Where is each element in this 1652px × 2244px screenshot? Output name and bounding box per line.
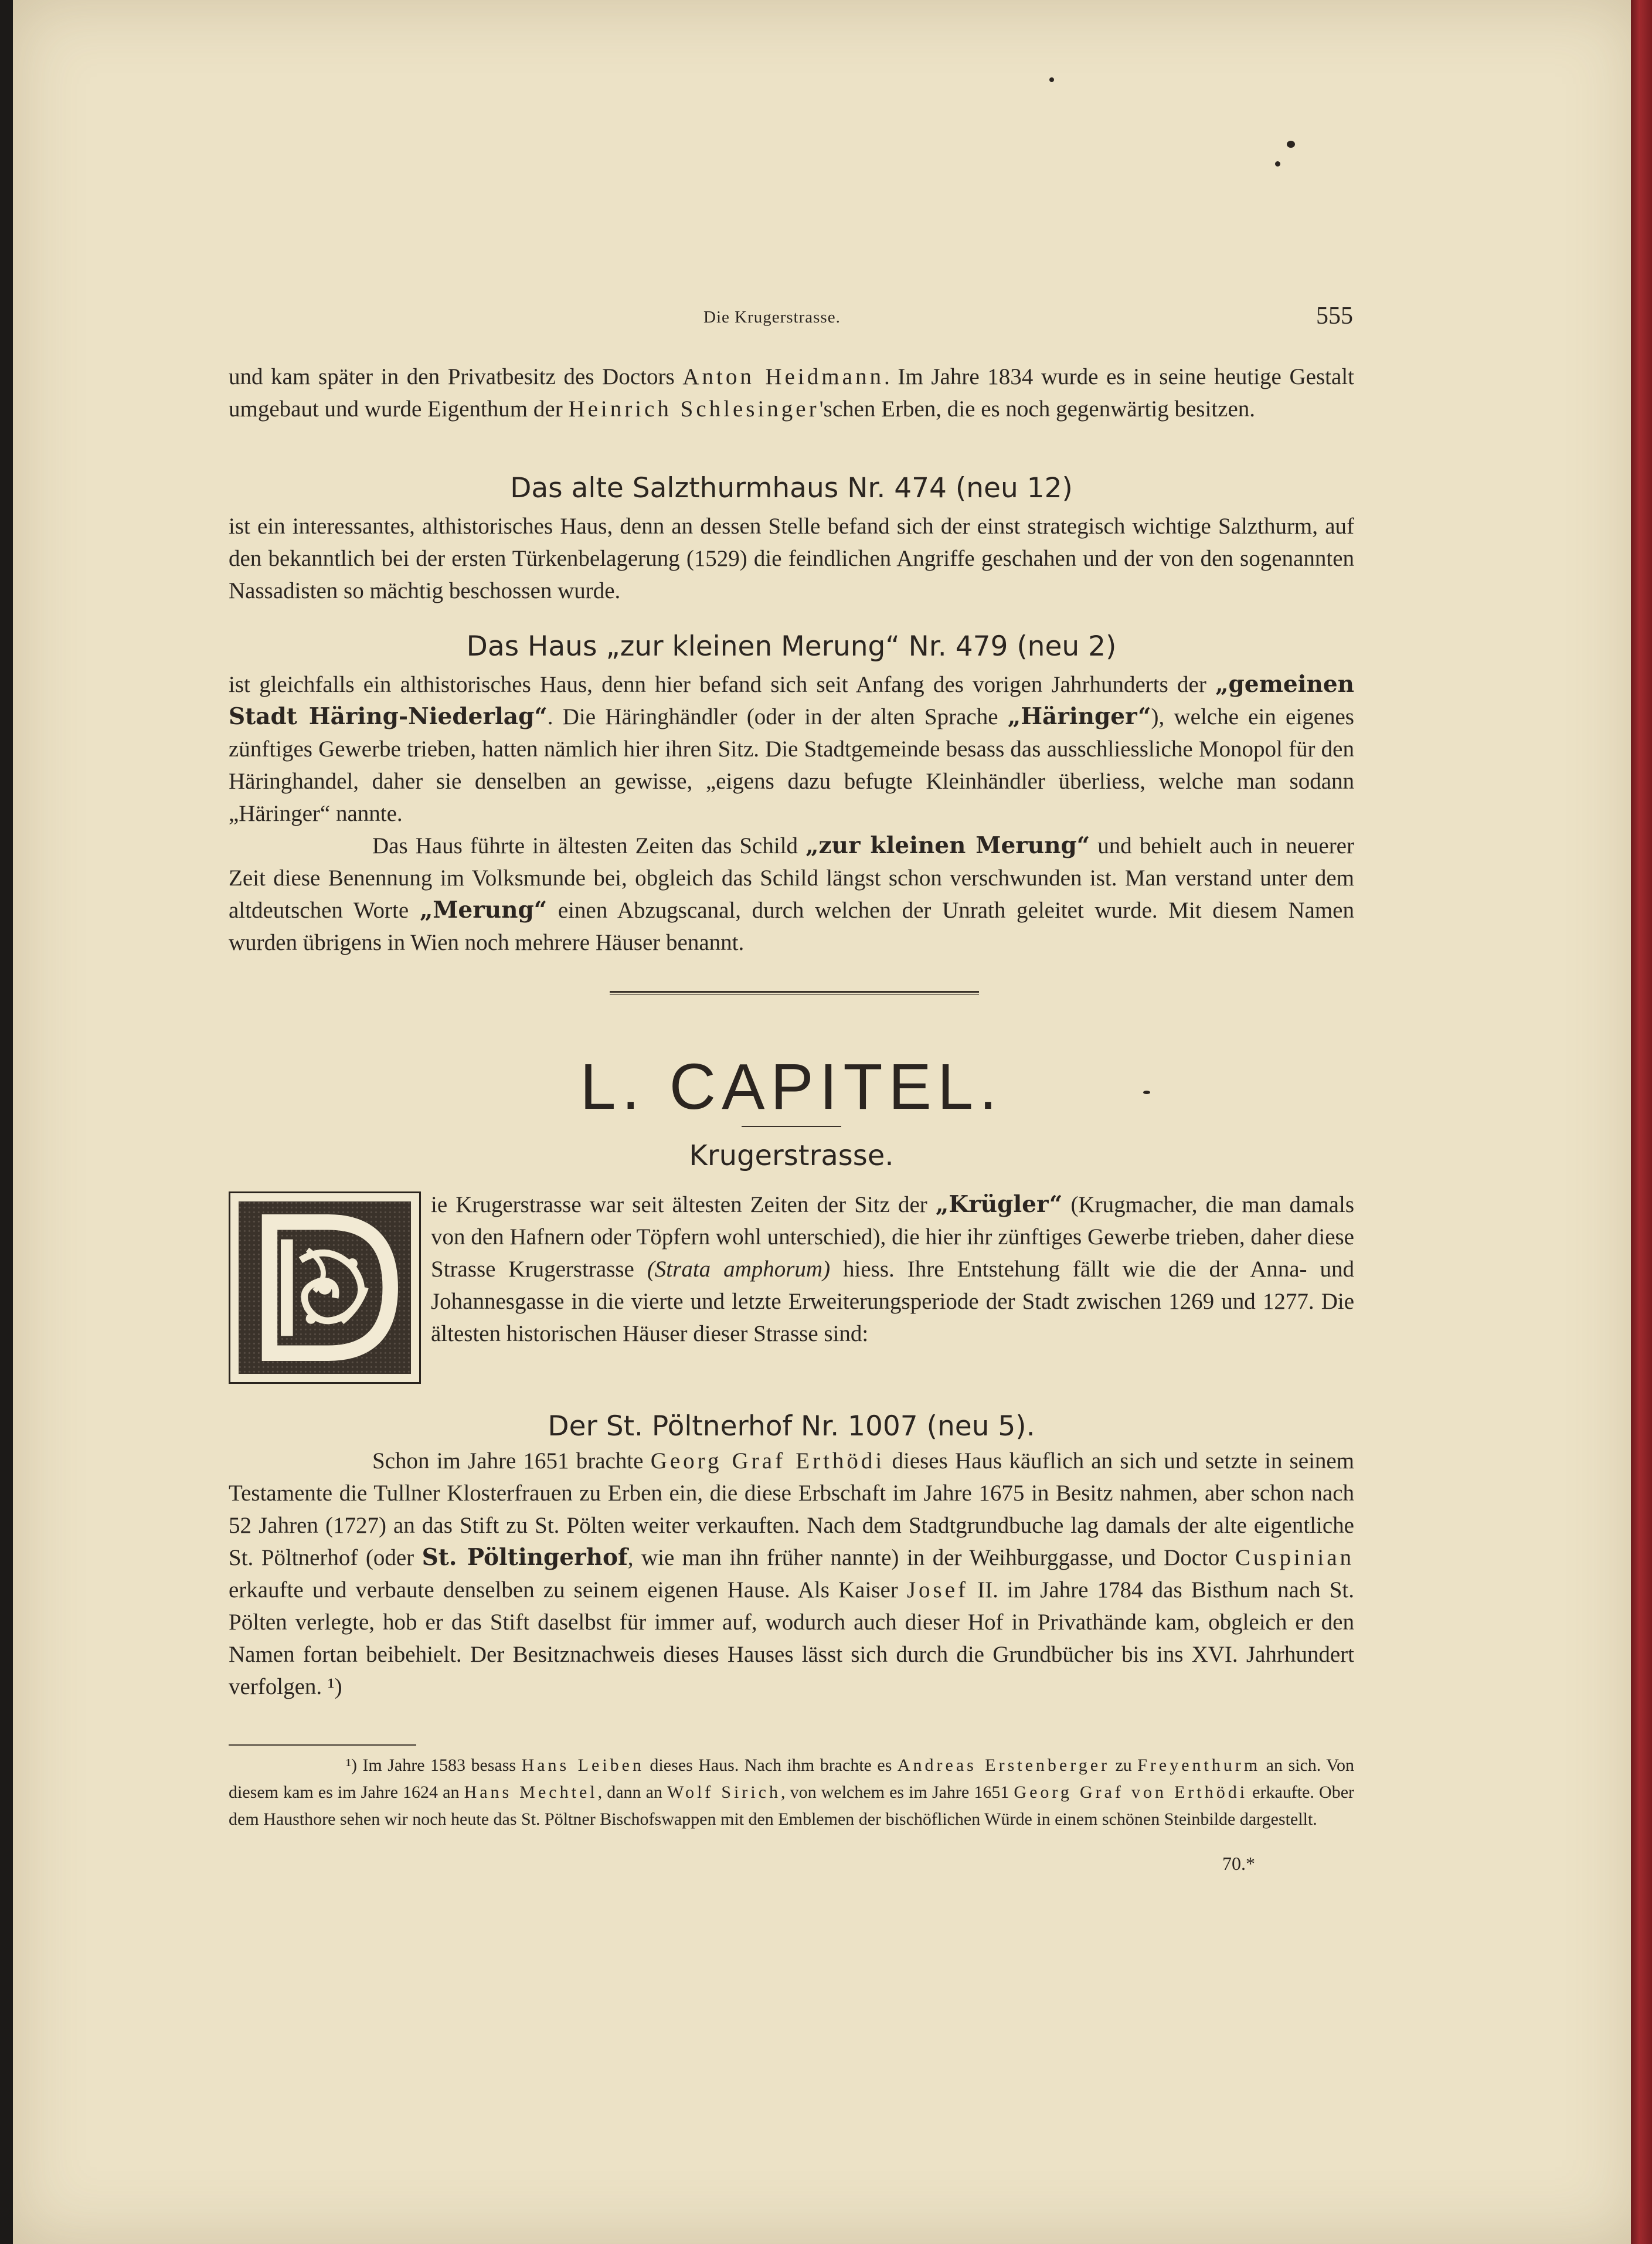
signature-mark: 70.*: [1222, 1853, 1255, 1874]
person-name: Georg Graf Erthödi: [650, 1448, 885, 1474]
ink-speck: [1049, 77, 1054, 82]
fraktur-term: „Krügler“: [935, 1191, 1063, 1218]
fraktur-term: „gemeinen Stadt Häring-Niederlag“: [229, 671, 1354, 730]
person-name: Cuspinian: [1235, 1545, 1354, 1570]
footnote-marker: ¹): [346, 1756, 357, 1775]
ink-speck: [1287, 141, 1295, 148]
merung-heading: Das Haus „zur kleinen Merung“ Nr. 479 (neu 2): [466, 630, 1117, 663]
chapter-subtitle: Krugerstrasse.: [689, 1139, 894, 1172]
merung-paragraph-2: Das Haus führte in ältesten Zeiten das Schild „zur kleinen Merung“ und behielt auch in neuerer Zeit diese Benennung im Volksmunde bei, obgleich das Schild längst schon verschwunden ist. Man verstand unter dem altdeutschen Worte „Merung“ einen Abzugscanal, durch welchen der Unrath geleitet wurde. Mit diesem Namen wurden übrigens in Wien noch mehrere Häuser benannt.: [229, 832, 1354, 955]
fraktur-term: „Häringer“: [1007, 703, 1151, 730]
poeltnerhof-text: Schon im Jahre 1651 brachte Georg Graf Erthödi dieses Haus käuflich an sich und setzte in seinem Testamente die Tullner Klosterfrauen zu Erben ein, die diese Erbschaft im Jahre 1675 in Besitz nahmen, aber schon nach 52 Jahren (1727) an das Stift zu St. Pölten weiter verkauften. Nach dem Stadtgrundbuche lag damals der alte eigentliche St. Pöltnerhof (oder St. Pöltingerhof, wie man ihn früher nannte) in der Weihburggasse, und Doctor Cuspinian erkaufte und verbaute denselben zu seinem eigenen Hause. Als Kaiser Josef II. im Jahre 1784 das Bisthum nach St. Pölten verlegte, hob er das Stift daselbst für immer auf, wodurch auch dieser Hof in Privathände kam, obgleich er den Namen fortan beibehielt. Der Besitznachweis dieses Hauses lässt sich durch die Grundbücher bis ins XVI. Jahrhundert verfolgen. ¹): [229, 1448, 1354, 1699]
book-cover-edge: [1631, 0, 1652, 2244]
latin-term: (Strata amphorum): [647, 1257, 831, 1282]
person-name: Anton Heidmann: [682, 364, 884, 389]
person-name: Josef: [906, 1577, 969, 1603]
footnote-rule: [229, 1744, 416, 1746]
person-name: Heinrich Schlesinger: [568, 396, 820, 422]
fraktur-term: „zur kleinen Merung“: [805, 832, 1090, 859]
merung-paragraph-1: ist gleichfalls ein althistorisches Haus, denn hier befand sich seit Anfang des vorigen Jahrhunderts der „gemeinen Stadt Häring-Niederlag“. Die Häringhändler (oder in der alten Sprache „Häringer“), welche ein eigenes zünftiges Gewerbe trieben, hatten nämlich hier ihren Sitz. Die Stadtgemeinde besass das ausschliessliche Monopol für den Häringhandel, daher sie denselben an gewisse, „eigens dazu befugte Kleinhändler überliess, welche man sodann „Häringer“ nannte.: [229, 671, 1354, 826]
salzthurm-text: ist ein interessantes, althistorisches Haus, denn an dessen Stelle befand sich der einst strategisch wichtige Salzthurm, auf den bekanntlich bei der ersten Türkenbelagerung (1529) die feindlichen Angriffe geschahen und der von den sogenannten Nassadisten so mächtig beschossen wurde.: [229, 514, 1354, 603]
intro-paragraph: und kam später in den Privatbesitz des Doctors Anton Heidmann. Im Jahre 1834 wurde es in seine heutige Gestalt umgebaut und wurde Eigenthum der Heinrich Schlesinger'schen Erben, die es noch gegenwärtig besitzen.: [229, 364, 1354, 422]
footnote: ¹) Im Jahre 1583 besass Hans Leiben dieses Haus. Nach ihm brachte es Andreas Erstenberger zu Freyenthurm an sich. Von diesem kam es im Jahre 1624 an Hans Mechtel, dann an Wolf Sirich, von welchem es im Jahre 1651 Georg Graf von Erthödi erkaufte. Ober dem Hausthore sehen wir noch heute das St. Pöltner Bischofswappen mit den Emblemen der bischöflichen Würde in einem schönen Steinbilde dargestellt.: [229, 1756, 1354, 1829]
page-number: 555: [1316, 303, 1353, 330]
poeltnerhof-section: [229, 1410, 1354, 1703]
salzthurm-section: [229, 472, 1354, 607]
salzthurm-heading: Das alte Salzthurmhaus Nr. 474 (neu 12): [510, 472, 1073, 504]
running-title: Die Krugerstrasse.: [703, 308, 841, 327]
section-divider: [610, 991, 979, 995]
poeltnerhof-heading: Der St. Pöltnerhof Nr. 1007 (neu 5).: [548, 1410, 1035, 1442]
opening-paragraph: ie Krugerstrasse war seit ältesten Zeiten der Sitz der „Krügler“ (Krugmacher, die man damals von den Hafnern oder Töpfern wohl unterschied), die hier ihr zünftiges Gewerbe trieben, daher diese Strasse Krugerstrasse (Strata amphorum) hiess. Ihre Entstehung fällt wie die der Anna- und Johannesgasse in die vierte und letzte Erweiterungsperiode der Stadt zwischen 1269 und 1277. Die ältesten historischen Häuser dieser Strasse sind:: [431, 1191, 1354, 1346]
merung-section: [229, 630, 1354, 959]
chapter-underline: [742, 1126, 841, 1127]
fraktur-term: „Merung“: [419, 897, 548, 924]
fraktur-term: St. Pöltingerhof: [422, 1544, 628, 1571]
ink-speck: [1275, 161, 1280, 167]
chapter-title: L. CAPITEL.: [580, 1051, 1003, 1123]
ornamental-d-icon: [239, 1201, 411, 1374]
decorative-initial-d: [229, 1191, 421, 1384]
